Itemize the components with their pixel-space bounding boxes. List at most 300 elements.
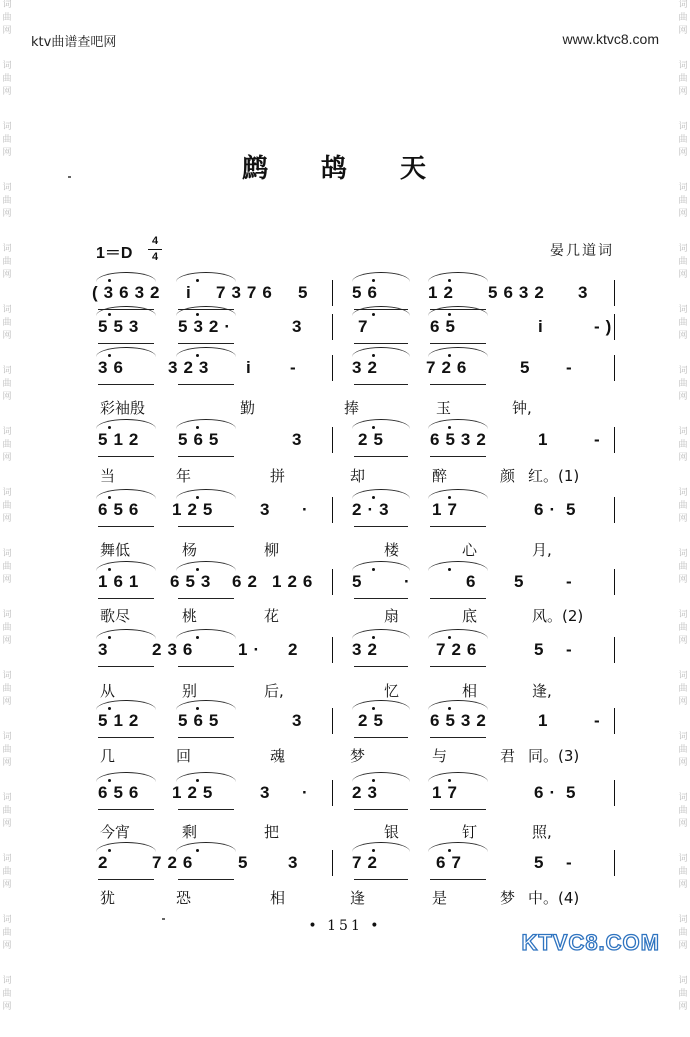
- lyric-word: 后,: [264, 682, 284, 700]
- lyric-word: 桃: [182, 607, 198, 625]
- note-group: 2: [288, 640, 304, 659]
- note-group: 553: [98, 317, 145, 336]
- side-watermark-char: 曲: [2, 684, 12, 694]
- side-watermark-char: 曲: [2, 623, 12, 633]
- octave-dot: [448, 496, 451, 499]
- note-group: 656: [98, 500, 145, 519]
- lyric-word: 忆: [384, 682, 400, 700]
- side-watermark-char: 曲: [2, 928, 12, 938]
- side-watermark-char: 词: [678, 732, 688, 742]
- note-group: 5: [566, 500, 582, 519]
- lyric-word: 别: [182, 682, 198, 700]
- octave-dot: [372, 426, 375, 429]
- bar-line: [332, 355, 333, 381]
- bar-line: [614, 497, 615, 523]
- octave-dot: [196, 779, 199, 782]
- side-watermark-char: 网: [678, 26, 688, 36]
- note-group: 6: [466, 572, 482, 591]
- lyric-word: 玉: [436, 399, 452, 417]
- note-group: 3: [292, 711, 308, 730]
- beam-underline: [98, 456, 154, 457]
- side-watermark-char: 网: [2, 209, 12, 219]
- octave-dot: [196, 313, 199, 316]
- slur: [96, 272, 156, 282]
- side-watermark-char: 网: [2, 87, 12, 97]
- side-watermark-char: 曲: [2, 196, 12, 206]
- side-watermark-char: 曲: [2, 562, 12, 572]
- octave-dot: [196, 279, 199, 282]
- note-group: 23: [352, 783, 383, 802]
- side-watermark-char: 网: [678, 636, 688, 646]
- side-watermark-char: 词: [2, 732, 12, 742]
- note-group: -: [594, 711, 606, 730]
- page-number: • 151 •: [308, 918, 382, 934]
- note-group: i: [538, 317, 549, 336]
- octave-dot: [448, 426, 451, 429]
- beam-underline: [178, 343, 234, 344]
- note-group: 25: [358, 711, 389, 730]
- slur: [428, 347, 488, 357]
- side-watermark-char: 曲: [2, 989, 12, 999]
- side-watermark-char: 网: [2, 880, 12, 890]
- side-watermark-char: 词: [2, 610, 12, 620]
- note-group: 236: [152, 640, 199, 659]
- beam-underline: [178, 526, 234, 527]
- lyric-word: 是: [432, 889, 448, 907]
- side-watermark-char: 曲: [678, 74, 688, 84]
- side-watermark-char: 词: [2, 305, 12, 315]
- lyrics-row: [0, 605, 690, 635]
- octave-dot: [196, 426, 199, 429]
- note-group: 565: [178, 711, 225, 730]
- lyric-word: 颜: [500, 467, 516, 485]
- beam-underline: [98, 384, 154, 385]
- note-group: 656: [98, 783, 145, 802]
- lyric-word: 花: [264, 607, 280, 625]
- octave-dot: [448, 849, 451, 852]
- beam-underline: [178, 456, 234, 457]
- note-group: 726: [426, 358, 473, 377]
- slur: [428, 272, 488, 282]
- side-watermark-char: 曲: [2, 13, 12, 23]
- octave-dot: [372, 496, 375, 499]
- side-watermark-char: 词: [678, 366, 688, 376]
- beam-underline: [98, 666, 154, 667]
- side-watermark-char: 网: [2, 26, 12, 36]
- octave-dot: [108, 636, 111, 639]
- lyric-word: 同。(3): [528, 747, 580, 765]
- side-watermark-char: 网: [2, 1002, 12, 1012]
- note-group: 6532: [430, 711, 492, 730]
- bar-line: [614, 280, 615, 306]
- beam-underline: [98, 343, 154, 344]
- lyric-word: 舞低: [100, 541, 131, 559]
- notation-row: [0, 317, 690, 347]
- side-watermark-char: 曲: [678, 806, 688, 816]
- note-group: 1·: [238, 640, 266, 659]
- notation-row: [0, 430, 690, 460]
- note-group: 5: [534, 853, 550, 872]
- lyric-word: 从: [100, 682, 116, 700]
- notation-row: [0, 711, 690, 741]
- note-group: ·: [404, 572, 416, 591]
- octave-dot: [372, 568, 375, 571]
- side-watermark-char: 词: [678, 854, 688, 864]
- side-watermark-char: 曲: [2, 379, 12, 389]
- beam-underline: [354, 809, 408, 810]
- note-group: 7376: [216, 283, 278, 302]
- side-watermark-char: 词: [678, 122, 688, 132]
- beam-underline: [98, 737, 154, 738]
- lyric-word: 勤: [240, 399, 256, 417]
- lyric-word: 杨: [182, 541, 198, 559]
- octave-dot: [196, 496, 199, 499]
- beam-underline: [430, 343, 486, 344]
- octave-dot: [196, 707, 199, 710]
- lyric-word: 相: [270, 889, 286, 907]
- beam-underline: [430, 879, 486, 880]
- side-watermark-char: 曲: [678, 928, 688, 938]
- note-group: 5: [534, 640, 550, 659]
- lyric-word: 拼: [270, 467, 286, 485]
- side-watermark-char: 词: [2, 854, 12, 864]
- side-watermark-char: 网: [2, 575, 12, 585]
- lyrics-row: [0, 745, 690, 775]
- time-signature-top: 4: [151, 235, 159, 247]
- beam-underline: [98, 809, 154, 810]
- slur: [352, 272, 410, 282]
- bar-line: [332, 637, 333, 663]
- side-watermark-char: 网: [678, 148, 688, 158]
- beam-underline: [354, 737, 408, 738]
- side-watermark-char: 词: [2, 122, 12, 132]
- octave-dot: [448, 279, 451, 282]
- octave-dot: [196, 636, 199, 639]
- note-group: i: [186, 283, 197, 302]
- lyric-word: 底: [462, 607, 478, 625]
- beam-underline: [430, 809, 486, 810]
- bar-line: [332, 708, 333, 734]
- side-watermark-char: 网: [2, 148, 12, 158]
- side-watermark-char: 网: [678, 87, 688, 97]
- side-watermark-char: 曲: [2, 74, 12, 84]
- side-watermark-char: 曲: [678, 440, 688, 450]
- side-watermark-char: 曲: [2, 806, 12, 816]
- side-watermark-char: 词: [678, 0, 688, 10]
- note-group: -): [594, 317, 618, 336]
- note-group: ·: [302, 500, 314, 519]
- side-watermark-char: 网: [2, 392, 12, 402]
- side-watermark-char: 曲: [678, 318, 688, 328]
- beam-underline: [98, 879, 154, 880]
- note-group: 17: [432, 783, 463, 802]
- note-group: 5: [514, 572, 530, 591]
- lyric-word: 钟,: [512, 399, 532, 417]
- side-watermark-char: 曲: [678, 745, 688, 755]
- note-group: (3632: [92, 283, 166, 302]
- note-group: 1: [538, 711, 554, 730]
- side-watermark-char: 曲: [2, 745, 12, 755]
- side-watermark-char: 网: [2, 270, 12, 280]
- octave-dot: [448, 313, 451, 316]
- side-watermark-char: 网: [2, 758, 12, 768]
- side-watermark-char: 网: [2, 941, 12, 951]
- lyric-word: 犹: [100, 889, 116, 907]
- beam-underline: [178, 598, 234, 599]
- side-watermark-char: 词: [2, 488, 12, 498]
- time-signature-bottom: 4: [151, 251, 159, 263]
- note-group: 653: [170, 572, 217, 591]
- lyric-word: 当: [100, 467, 116, 485]
- key-signature: 1＝D: [96, 245, 133, 262]
- note-group: ·: [302, 783, 314, 802]
- side-watermark-char: 曲: [2, 135, 12, 145]
- notation-row: [0, 783, 690, 813]
- octave-dot: [108, 354, 111, 357]
- side-watermark-char: 词: [2, 793, 12, 803]
- side-watermark-char: 词: [678, 305, 688, 315]
- lyric-word: 心: [462, 541, 478, 559]
- note-group: 17: [432, 500, 463, 519]
- bar-line: [332, 497, 333, 523]
- note-group: 532·: [178, 317, 237, 336]
- note-group: 3: [292, 317, 308, 336]
- side-watermark-char: 词: [2, 671, 12, 681]
- beam-underline: [430, 526, 486, 527]
- lyric-word: 捧: [344, 399, 360, 417]
- lyric-word: 中。(4): [528, 889, 580, 907]
- lyric-word: 扇: [384, 607, 400, 625]
- beam-underline: [354, 879, 408, 880]
- beam-underline: [354, 384, 408, 385]
- lyric-word: 彩袖殷: [100, 399, 146, 417]
- side-watermark-char: 网: [678, 941, 688, 951]
- lyric-word: 梦: [500, 889, 516, 907]
- beam-underline: [178, 809, 234, 810]
- side-watermark-char: 曲: [678, 135, 688, 145]
- slur: [176, 272, 236, 282]
- lyric-word: 恐: [176, 889, 192, 907]
- beam-underline: [430, 666, 486, 667]
- beam-underline: [430, 737, 486, 738]
- notation-row: [0, 500, 690, 530]
- side-watermark-char: 网: [2, 453, 12, 463]
- note-group: 3: [260, 783, 276, 802]
- side-watermark-char: 词: [2, 366, 12, 376]
- bar-line: [614, 314, 615, 340]
- lyric-word: 风。(2): [532, 607, 584, 625]
- octave-dot: [448, 707, 451, 710]
- octave-dot: [372, 707, 375, 710]
- note-group: 323: [168, 358, 215, 377]
- note-group: 726: [436, 640, 483, 659]
- side-watermark-char: 网: [678, 270, 688, 280]
- note-group: 5: [352, 572, 368, 591]
- side-watermark-char: 词: [678, 610, 688, 620]
- side-watermark-char: 词: [678, 488, 688, 498]
- side-watermark-char: 曲: [678, 989, 688, 999]
- side-watermark-char: 词: [2, 549, 12, 559]
- note-group: 2·3: [352, 500, 395, 519]
- note-group: 5632: [488, 283, 550, 302]
- bar-line: [332, 427, 333, 453]
- side-watermark-char: 曲: [678, 501, 688, 511]
- side-watermark-char: 词: [678, 976, 688, 986]
- octave-dot: [372, 354, 375, 357]
- note-group: 3: [578, 283, 594, 302]
- side-watermark-char: 词: [678, 183, 688, 193]
- octave-dot: [448, 354, 451, 357]
- note-group: 565: [178, 430, 225, 449]
- side-watermark-char: 网: [678, 514, 688, 524]
- octave-dot: [108, 496, 111, 499]
- lyric-word: 把: [264, 823, 280, 841]
- note-group: 125: [172, 783, 219, 802]
- octave-dot: [108, 568, 111, 571]
- lyric-word: 醉: [432, 467, 448, 485]
- beam-underline: [354, 456, 408, 457]
- side-watermark-char: 词: [2, 915, 12, 925]
- site-url[interactable]: www.ktvc8.com: [562, 31, 659, 47]
- bar-line: [332, 314, 333, 340]
- note-group: 62: [232, 572, 263, 591]
- note-group: 32: [352, 358, 383, 377]
- bar-line: [614, 355, 615, 381]
- lyricist-credit: 晏几道词: [550, 243, 614, 259]
- side-watermark-char: 网: [2, 697, 12, 707]
- lyric-word: 柳: [264, 541, 280, 559]
- side-watermark-char: 曲: [678, 684, 688, 694]
- side-watermark-char: 曲: [2, 257, 12, 267]
- side-watermark-char: 网: [678, 209, 688, 219]
- side-watermark-char: 曲: [678, 562, 688, 572]
- side-watermark-char: 曲: [2, 501, 12, 511]
- note-group: 126: [272, 572, 319, 591]
- octave-dot: [196, 568, 199, 571]
- watermark-logo: KTVC8.COM: [521, 930, 660, 955]
- note-group: 72: [352, 853, 383, 872]
- octave-dot: [108, 313, 111, 316]
- side-watermark-char: 曲: [678, 867, 688, 877]
- side-watermark-char: 词: [2, 427, 12, 437]
- side-watermark-char: 网: [678, 392, 688, 402]
- bar-line: [332, 850, 333, 876]
- lyric-word: 楼: [384, 541, 400, 559]
- side-watermark-char: 曲: [2, 867, 12, 877]
- beam-underline: [178, 666, 234, 667]
- note-group: 125: [172, 500, 219, 519]
- side-watermark-char: 词: [678, 427, 688, 437]
- bar-line: [614, 569, 615, 595]
- note-group: 7: [358, 317, 374, 336]
- side-watermark-char: 曲: [678, 196, 688, 206]
- note-group: 3: [260, 500, 276, 519]
- side-watermark-char: 词: [678, 915, 688, 925]
- beam-underline: [178, 384, 234, 385]
- octave-dot: [196, 849, 199, 852]
- octave-dot: [372, 636, 375, 639]
- beam-underline: [354, 526, 408, 527]
- lyric-word: 君: [500, 747, 516, 765]
- note-group: 3: [98, 640, 114, 659]
- bar-line: [332, 280, 333, 306]
- lyric-word: 年: [176, 467, 192, 485]
- note-group: 56: [352, 283, 383, 302]
- side-watermark-char: 词: [678, 793, 688, 803]
- bar-line: [614, 637, 615, 663]
- octave-dot: [448, 636, 451, 639]
- note-group: 36: [98, 358, 129, 377]
- side-watermark-char: 词: [678, 244, 688, 254]
- note-group: 67: [436, 853, 467, 872]
- bar-line: [332, 569, 333, 595]
- note-group: 12: [428, 283, 459, 302]
- octave-dot: [372, 779, 375, 782]
- lyric-word: 相: [462, 682, 478, 700]
- lyric-word: 照,: [532, 823, 552, 841]
- slur: [176, 347, 236, 357]
- notation-row: [0, 853, 690, 883]
- lyric-word: 逢: [350, 889, 366, 907]
- note-group: 32: [352, 640, 383, 659]
- note-group: -: [566, 640, 578, 659]
- side-watermark-char: 词: [2, 183, 12, 193]
- note-group: 6·: [534, 500, 562, 519]
- slur: [352, 347, 410, 357]
- note-group: i: [246, 358, 257, 377]
- side-watermark-char: 曲: [2, 440, 12, 450]
- lyric-word: 红。(1): [528, 467, 580, 485]
- lyric-word: 与: [432, 747, 448, 765]
- note-group: 25: [358, 430, 389, 449]
- note-group: 5: [520, 358, 536, 377]
- bar-line: [614, 780, 615, 806]
- note-group: 161: [98, 572, 145, 591]
- note-group: 5: [238, 853, 254, 872]
- octave-dot: [108, 279, 111, 282]
- side-watermark-char: 词: [678, 549, 688, 559]
- beam-underline: [430, 456, 486, 457]
- site-name[interactable]: ktv曲谱查吧网: [31, 35, 117, 50]
- lyrics-row: [0, 887, 690, 917]
- note-group: 3: [292, 430, 308, 449]
- lyric-word: 梦: [350, 747, 366, 765]
- note-group: -: [566, 853, 578, 872]
- beam-underline: [178, 737, 234, 738]
- bar-line: [614, 850, 615, 876]
- time-signature: [148, 236, 162, 263]
- lyric-word: 歌尽: [100, 607, 131, 625]
- side-watermark-char: 曲: [2, 318, 12, 328]
- beam-underline: [98, 526, 154, 527]
- side-watermark-char: 网: [678, 1002, 688, 1012]
- notation-row: [0, 572, 690, 602]
- beam-underline: [430, 384, 486, 385]
- octave-dot: [372, 849, 375, 852]
- beam-underline: [354, 598, 408, 599]
- side-watermark-char: 网: [678, 331, 688, 341]
- notation-row: [0, 640, 690, 670]
- side-watermark-char: 曲: [678, 257, 688, 267]
- song-title: 鹧 鸪 天: [241, 154, 449, 184]
- note-group: 6·: [534, 783, 562, 802]
- lyric-word: 几: [100, 747, 116, 765]
- note-group: 6532: [430, 430, 492, 449]
- side-watermark-char: 网: [678, 758, 688, 768]
- octave-dot: [108, 779, 111, 782]
- side-watermark-char: 网: [678, 880, 688, 890]
- side-watermark-char: 曲: [678, 623, 688, 633]
